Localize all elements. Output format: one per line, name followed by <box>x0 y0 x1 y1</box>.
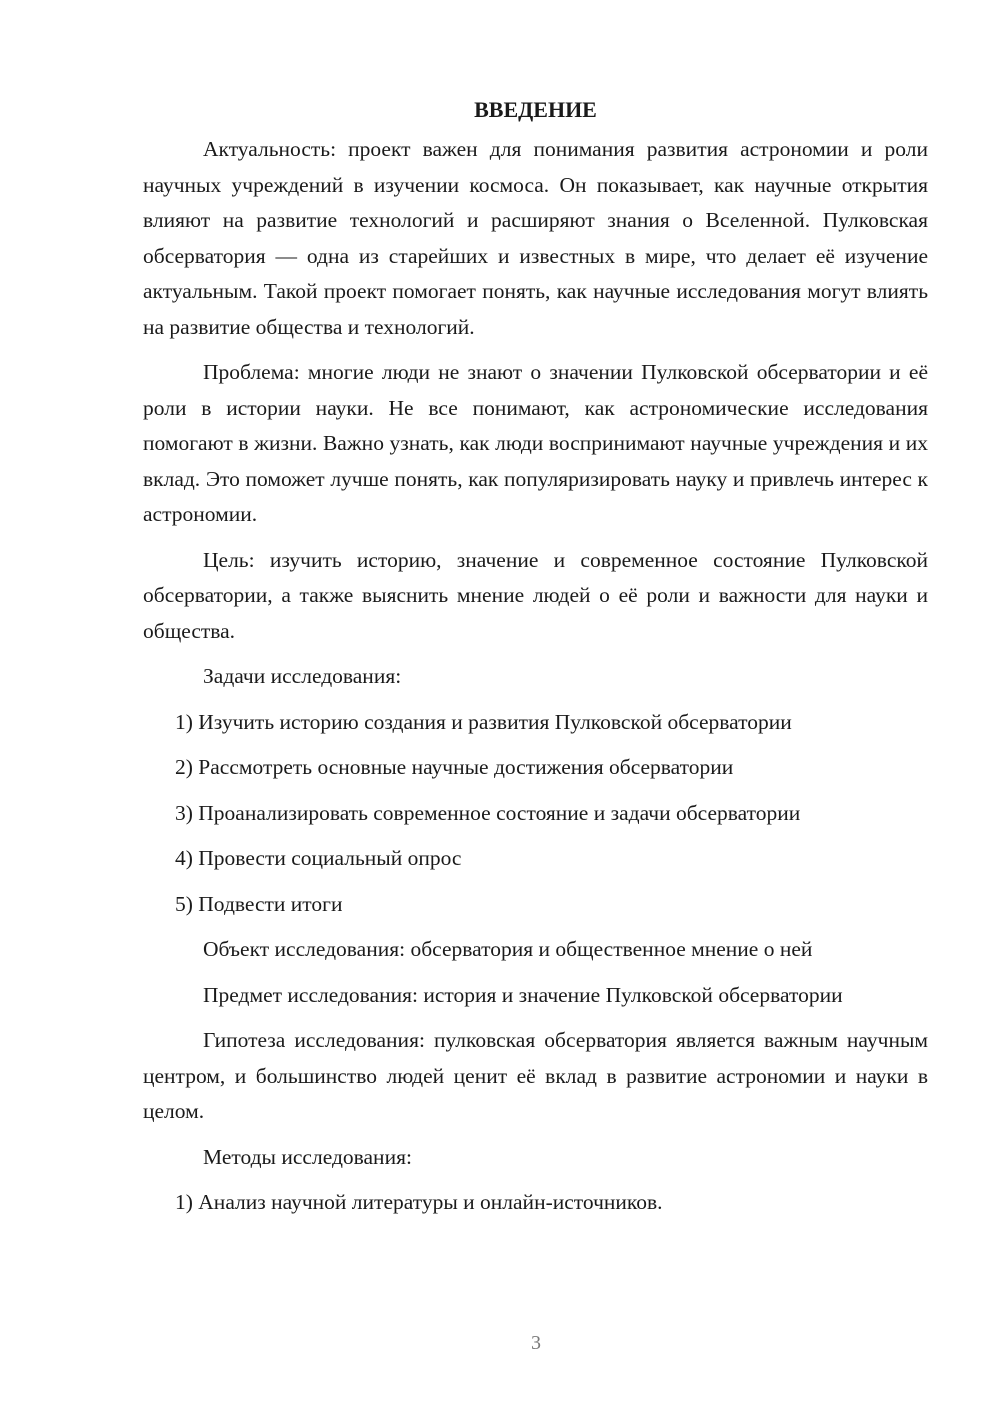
methods-list <box>143 1185 928 1221</box>
page-number: 3 <box>531 1332 541 1354</box>
paragraph-goal: Цель: изучить историю, значение и современное состояние Пулковской обсерватории, а также выяснить мнение людей о её роли и важности для науки и общества. <box>143 547 928 643</box>
tasks-list <box>143 705 928 923</box>
list-item: 1) Изучить историю создания и развития Пулковской обсерватории <box>175 709 792 734</box>
methods-heading: Методы исследования: <box>203 1144 412 1169</box>
paragraph-relevance: Актуальность: проект важен для понимания развития астрономии и роли научных учреждений в изучении космоса. Он показывает, как научные открытия влияют на развитие технологий и расширяют знания о Вселенной. Пулковская обсерватория — одна из старейших и известных в мире, что делает её изучение актуальным. Такой проект помогает понять, как научные исследования могут влиять на развитие общества и технологий. <box>143 137 928 339</box>
list-item: 1) Анализ научной литературы и онлайн-источников. <box>175 1190 663 1214</box>
paragraph-hypothesis: Гипотеза исследования: пулковская обсерватория является важным научным центром, и большинство людей ценит её вклад в развитие астрономии и науки в целом. <box>143 1028 928 1123</box>
page-title: ВВЕДЕНИЕ <box>474 97 597 122</box>
paragraph-subject: Предмет исследования: история и значение Пулковской обсерватории <box>203 982 843 1007</box>
document-page <box>143 92 928 1231</box>
paragraph-problem: Проблема: многие люди не знают о значении Пулковской обсерватории и её роли в истории науки. Не все понимают, как астрономические исследования помогают в жизни. Важно узнать, как люди воспринимают научные учреждения и их вклад. Это поможет лучше понять, как популяризировать науку и привлечь интерес к астрономии. <box>143 360 928 526</box>
list-item: 2) Рассмотреть основные научные достижения обсерватории <box>175 755 734 779</box>
tasks-heading: Задачи исследования: <box>203 664 402 688</box>
paragraph-object: Объект исследования: обсерватория и общественное мнение о ней <box>203 937 813 961</box>
list-item: 5) Подвести итоги <box>175 891 343 916</box>
list-item: 4) Провести социальный опрос <box>175 846 462 870</box>
list-item: 3) Проанализировать современное состояние и задачи обсерватории <box>175 800 801 825</box>
